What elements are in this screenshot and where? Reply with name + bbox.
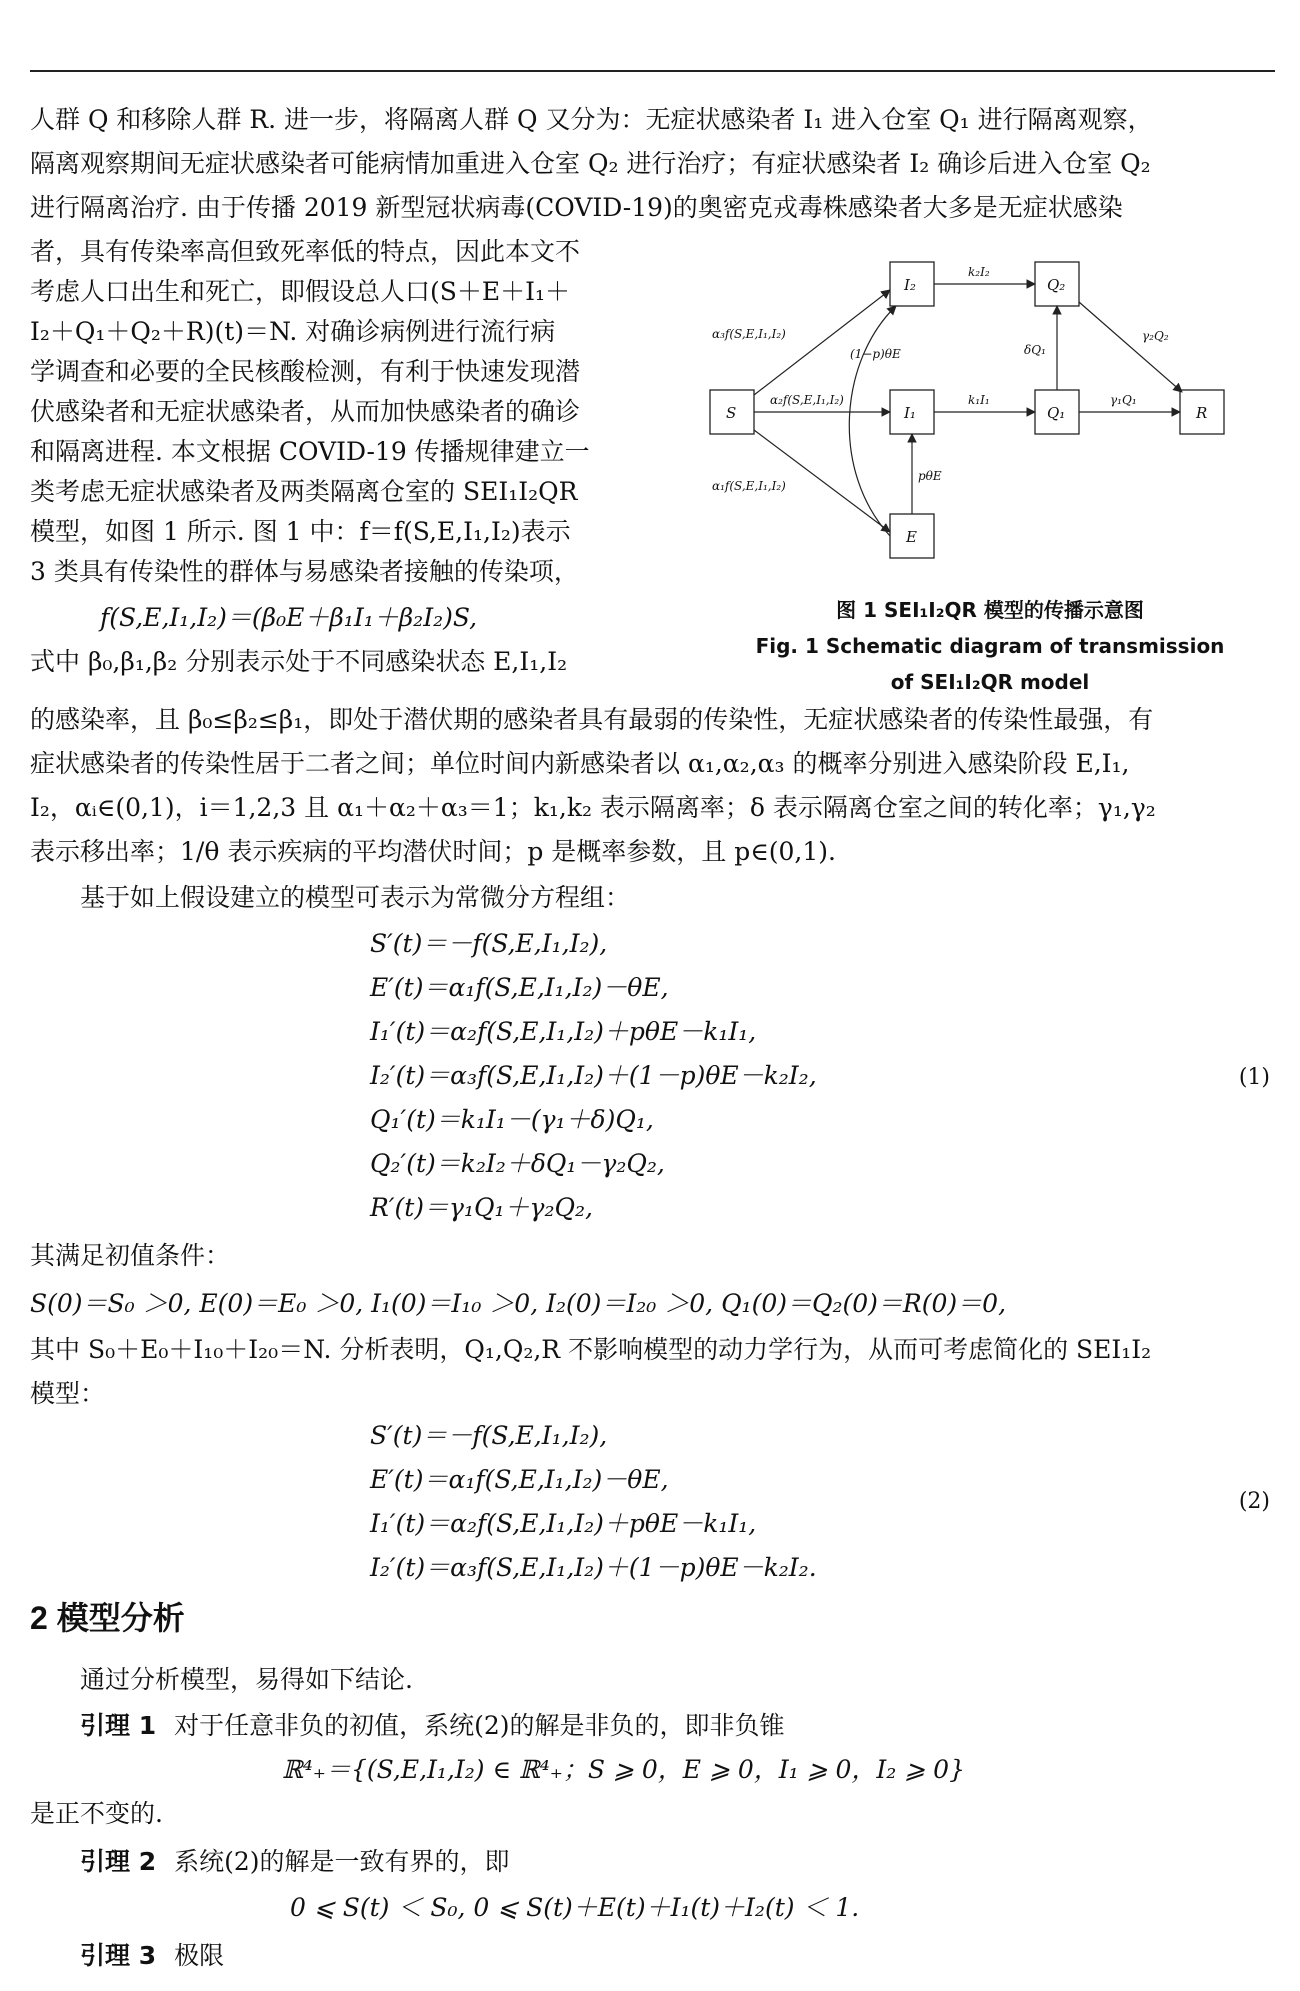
body-line: 症状感染者的传染性居于二者之间；单位时间内新感染者以 α₁,α₂,α₃ 的概率分别进入感染阶段 E,I₁, xyxy=(30,749,1130,778)
lemma-label: 引理 2 xyxy=(80,1847,157,1876)
body-line: I₂，αᵢ∈(0,1)，i＝1,2,3 且 α₁＋α₂＋α₃＝1；k₁,k₂ 表示隔离率；δ 表示隔离仓室之间的转化率；γ₁,γ₂ xyxy=(30,793,1156,822)
lemma-1 xyxy=(80,1706,1300,1746)
body-line: 伏感染者和无症状感染者，从而加快感染者的确诊 xyxy=(30,397,581,426)
edge-label-q2-r: γ₂Q₂ xyxy=(1142,329,1169,343)
figure-caption-cn: 图 1 SEI₁I₂QR 模型的传播示意图 xyxy=(836,598,1144,622)
edge-label-s-e: α₁f(S,E,I₁,I₂) xyxy=(712,479,786,493)
lemma-label: 引理 3 xyxy=(80,1941,157,1970)
edge-label-q1-r: γ₁Q₁ xyxy=(1110,393,1137,407)
body-line: 隔离观察期间无症状感染者可能病情加重进入仓室 Q₂ 进行治疗；有症状感染者 I₂ 确诊后进入仓室 Q₂ xyxy=(30,149,1151,178)
figure-caption-en-2: of SEI₁I₂QR model xyxy=(890,670,1090,694)
body-line: 人群 Q 和移除人群 R. 进一步，将隔离人群 Q 又分为：无症状感染者 I₁ 进入仓室 Q₁ 进行隔离观察， xyxy=(30,105,1153,134)
equation-line: I₂′(t)＝α₃f(S,E,I₁,I₂)＋(1－p)θE－k₂I₂. xyxy=(370,1553,817,1582)
node-e-label: E xyxy=(906,528,917,546)
body-line: 通过分析模型，易得如下结论. xyxy=(80,1665,413,1694)
node-r-label: R xyxy=(1196,404,1208,422)
equation-number: (2) xyxy=(1238,1489,1270,1514)
body-line: 基于如上假设建立的模型可表示为常微分方程组： xyxy=(80,883,631,912)
figure-caption-en-1: Fig. 1 Schematic diagram of transmission xyxy=(755,634,1225,658)
lemma-text: 对于任意非负的初值，系统(2)的解是非负的，即非负锥 xyxy=(174,1711,785,1740)
body-line: 模型： xyxy=(30,1379,106,1408)
edge-e-i2 xyxy=(849,306,896,536)
equation-line: E′(t)＝α₁f(S,E,I₁,I₂)－θE, xyxy=(370,1465,669,1494)
edge-label-s-i2: α₃f(S,E,I₁,I₂) xyxy=(712,327,786,341)
equation-line: I₁′(t)＝α₂f(S,E,I₁,I₂)＋pθE－k₁I₁, xyxy=(370,1509,757,1538)
body-line: 3 类具有传染性的群体与易感染者接触的传染项， xyxy=(30,557,579,586)
lemma-label: 引理 1 xyxy=(80,1711,157,1740)
body-line: I₂＋Q₁＋Q₂＋R)(t)＝N. 对确诊病例进行流行病 xyxy=(30,317,556,346)
body-line: 模型，如图 1 所示. 图 1 中：f＝f(S,E,I₁,I₂)表示 xyxy=(30,517,571,546)
lemma-text: 极限 xyxy=(174,1941,225,1970)
formula-f: f(S,E,I₁,I₂)＝(β₀E＋β₁I₁＋β₂I₂)S, xyxy=(100,603,478,632)
node-i2-label: I₂ xyxy=(904,276,916,294)
equation-line: S′(t)＝－f(S,E,I₁,I₂), xyxy=(370,1421,608,1450)
edge-q2-r xyxy=(1079,302,1182,392)
node-q1-label: Q₁ xyxy=(1047,404,1066,422)
edge-label-s-i1: α₂f(S,E,I₁,I₂) xyxy=(770,393,844,407)
equation-line: I₁′(t)＝α₂f(S,E,I₁,I₂)＋pθE－k₁I₁, xyxy=(370,1017,757,1046)
body-line: 其中 S₀＋E₀＋I₁₀＋I₂₀＝N. 分析表明，Q₁,Q₂,R 不影响模型的动力学行为，从而可考虑简化的 SEI₁I₂ xyxy=(30,1335,1152,1364)
edge-label-i2-q2: k₂I₂ xyxy=(968,265,990,279)
body-line: 考虑人口出生和死亡，即假设总人口(S＋E＋I₁＋ xyxy=(30,277,571,306)
edge-label-e-i1: pθE xyxy=(918,469,942,483)
body-line: 者，具有传染率高但致死率低的特点，因此本文不 xyxy=(30,237,581,266)
body-line: 类考虑无症状感染者及两类隔离仓室的 SEI₁I₂QR xyxy=(30,477,578,506)
body-line: 进行隔离治疗. 由于传播 2019 新型冠状病毒(COVID-19)的奥密克戎毒株感染者大多是无症状感染 xyxy=(30,193,1123,222)
body-line: 和隔离进程. 本文根据 COVID-19 传播规律建立一 xyxy=(30,437,590,466)
body-line: 其满足初值条件： xyxy=(30,1241,231,1270)
body-line: 学调查和必要的全民核酸检测，有利于快速发现潜 xyxy=(30,357,581,386)
body-line: 是正不变的. xyxy=(30,1799,163,1828)
body-line: 式中 β₀,β₁,β₂ 分别表示处于不同感染状态 E,I₁,I₂ xyxy=(30,647,568,676)
equation-line: E′(t)＝α₁f(S,E,I₁,I₂)－θE, xyxy=(370,973,669,1002)
lemma-2 xyxy=(80,1842,1300,1882)
initial-conditions: S(0)＝S₀ ＞0, E(0)＝E₀ ＞0, I₁(0)＝I₁₀ ＞0, I₂(0)＝I₂₀ ＞0, Q₁(0)＝Q₂(0)＝R(0)＝0, xyxy=(30,1289,1007,1318)
edge-label-e-i2: (1−p)θE xyxy=(850,347,901,361)
body-line: 表示移出率；1/θ 表示疾病的平均潜伏时间；p 是概率参数，且 p∈(0,1). xyxy=(30,837,836,866)
lemma-text: 系统(2)的解是一致有界的，即 xyxy=(174,1847,510,1876)
equation-line: S′(t)＝－f(S,E,I₁,I₂), xyxy=(370,929,608,958)
lemma-3 xyxy=(80,1936,1300,1976)
node-q2-label: Q₂ xyxy=(1047,276,1066,294)
lemma-2-formula: 0 ⩽ S(t) ＜ S₀, 0 ⩽ S(t)＋E(t)＋I₁(t)＋I₂(t) ＜ 1. xyxy=(290,1893,860,1922)
equation-line: I₂′(t)＝α₃f(S,E,I₁,I₂)＋(1－p)θE－k₂I₂, xyxy=(370,1061,817,1090)
header-rule xyxy=(30,70,1275,72)
equation-line: R′(t)＝γ₁Q₁＋γ₂Q₂, xyxy=(370,1193,593,1222)
edge-label-i1-q1: k₁I₁ xyxy=(968,393,990,407)
section-heading: 2 模型分析 xyxy=(30,1600,185,1636)
node-s-label: S xyxy=(726,404,737,422)
equation-line: Q₂′(t)＝k₂I₂＋δQ₁－γ₂Q₂, xyxy=(370,1149,665,1178)
equation-line: Q₁′(t)＝k₁I₁－(γ₁＋δ)Q₁, xyxy=(370,1105,654,1134)
lemma-1-formula: ℝ⁴₊＝{(S,E,I₁,I₂) ∈ ℝ⁴₊；S ⩾ 0，E ⩾ 0，I₁ ⩾ 0，I₂ ⩾ 0} xyxy=(282,1755,965,1784)
edge-label-q1-q2: δQ₁ xyxy=(1024,343,1046,357)
transmission-diagram xyxy=(690,240,1280,580)
node-i1-label: I₁ xyxy=(904,404,916,422)
body-line: 的感染率，且 β₀≤β₂≤β₁，即处于潜伏期的感染者具有最弱的传染性，无症状感染者的传染性最强，有 xyxy=(30,705,1154,734)
equation-number: (1) xyxy=(1238,1065,1270,1090)
